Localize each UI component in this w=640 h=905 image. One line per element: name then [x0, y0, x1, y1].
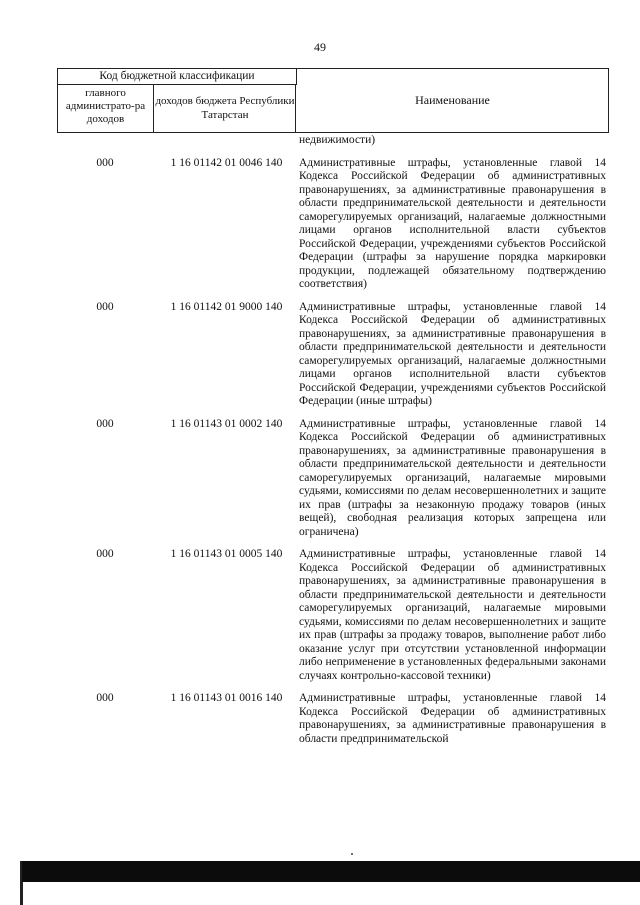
row-admin-code: 000 — [96, 692, 114, 704]
scan-bottom-band — [22, 861, 640, 882]
row-name: Административные штрафы, установленные главой 14 Кодекса Российской Федерации об административных правонарушениях, за административные правонарушения в области предпринимательской — [299, 692, 606, 745]
row-income-code: 1 16 01142 01 9000 140 — [170, 300, 283, 313]
row-income-code: 1 16 01143 01 0002 140 — [170, 417, 283, 430]
row-income-code: 1 16 01142 01 0046 140 — [170, 156, 283, 169]
row-name: Административные штрафы, установленные главой 14 Кодекса Российской Федерации об административных правонарушениях, за административные правонарушения в области предпринимательской деятельности и деятельности саморегулируемых организаций, налагаемые должностными лицами органов исполнительной власти субъектов Российской Федерации, учреждениями субъектов Российской Федерации (иные штрафы) — [299, 300, 606, 407]
table-row — [57, 301, 609, 409]
table-row — [57, 157, 609, 292]
row-income-code: 1 16 01143 01 0016 140 — [170, 692, 283, 704]
table-header — [57, 68, 609, 133]
row-admin-code: 000 — [96, 156, 114, 169]
table-row — [57, 418, 609, 540]
header-admin-column: главного администрато-ра доходов — [58, 85, 154, 132]
header-code-group: Код бюджетной классификации — [58, 69, 297, 85]
continuation-text: недвижимости) — [299, 134, 376, 146]
row-admin-code: 000 — [96, 300, 114, 313]
row-admin-code: 000 — [96, 548, 114, 560]
row-name: Административные штрафы, установленные главой 14 Кодекса Российской Федерации об административных правонарушениях, за административные правонарушения в области предпринимательской деятельности и деятельности саморегулируемых организаций, налагаемые мировыми судьями, комиссиями по делам несовершеннолетних и защите их прав (штрафы за продажу товаров, выполнение работ либо оказание услуг при отсутствии установленной информации либо неприменение в установленных федеральными законами случаях контрольно-кассовой техники) — [299, 548, 606, 682]
table-row — [57, 548, 609, 683]
header-income-column: доходов бюджета Республики Татарстан — [155, 85, 296, 132]
row-admin-code: 000 — [96, 417, 114, 430]
row-income-code: 1 16 01143 01 0005 140 — [170, 548, 283, 560]
row-name: Административные штрафы, установленные главой 14 Кодекса Российской Федерации об административных правонарушениях, за административные правонарушения в области предпринимательской деятельности и деятельности саморегулируемых организаций, налагаемые должностными лицами органов исполнительной власти субъектов Российской Федерации, учреждениями субъектов Российской Федерации (штрафы за нарушение порядка маркировки продукции, подлежащей обязательному подтверждению соответствия) — [299, 156, 606, 290]
scan-speck — [351, 853, 353, 855]
header-name-column: Наименование — [415, 93, 490, 107]
budget-classification-table — [57, 68, 609, 746]
page-number: 49 — [314, 40, 326, 54]
table-row — [57, 692, 609, 746]
row-name: Административные штрафы, установленные главой 14 Кодекса Российской Федерации об административных правонарушениях, за административные правонарушения в области предпринимательской деятельности и деятельности саморегулируемых организаций, налагаемые мировыми судьями, комиссиями по делам несовершеннолетних и защите их прав (штрафы за незаконную продажу товаров (иных вещей), свободная реализация которых запрещена или ограничена) — [299, 417, 606, 538]
